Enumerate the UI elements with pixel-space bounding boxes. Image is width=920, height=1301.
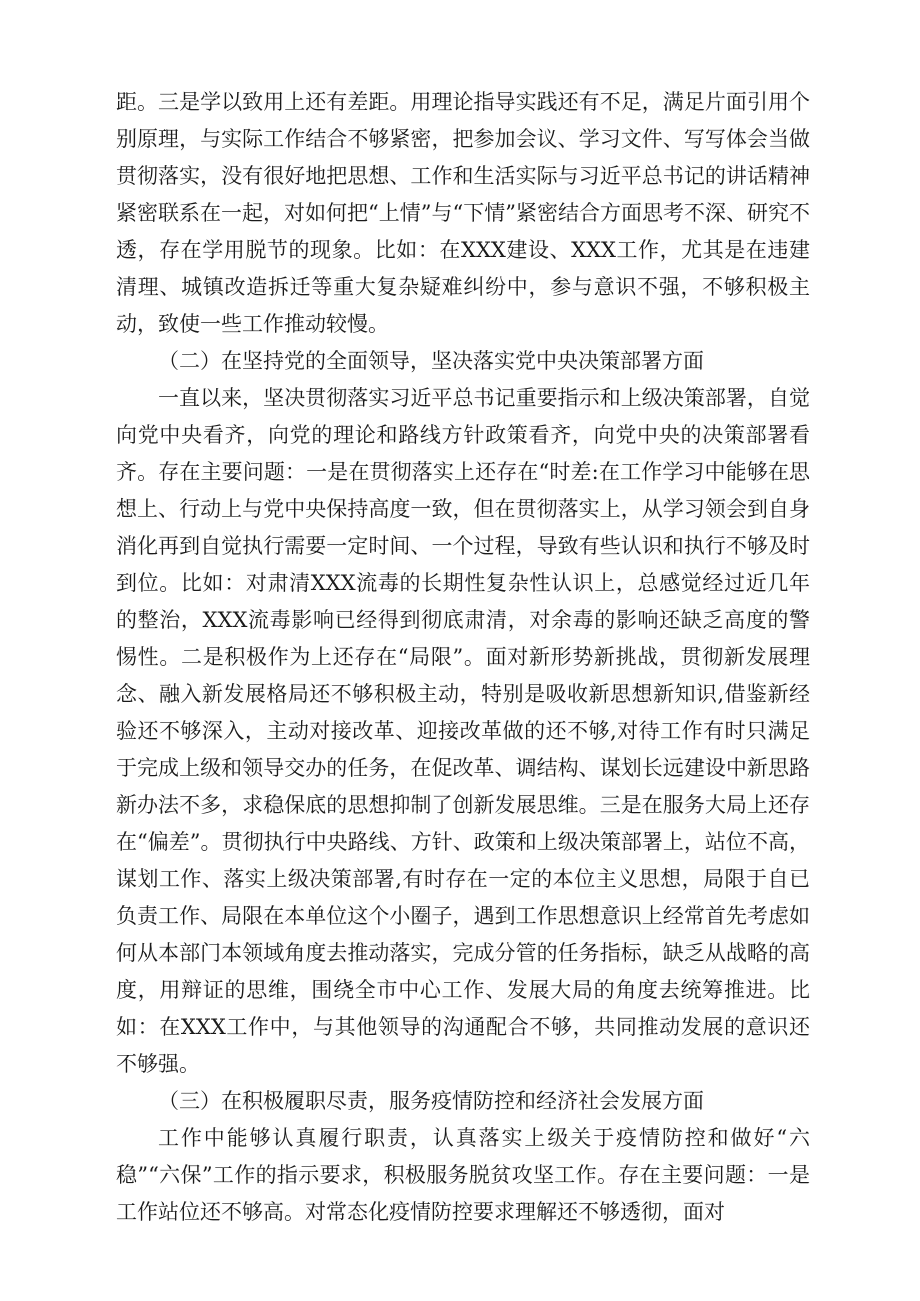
body-paragraph-1: 距。三是学以致用上还有差距。用理论指导实践还有不足，满足片面引用个别原理，与实际工作结合不够紧密，把参加会议、学习文件、写写体会当做贯彻落实，没有很好地把思想、工作和生活实际与习近平总书记的讲话精神紧密联系在一起，对如何把“上情”与“下情”紧密结合方面思考不深、研究不透，存在学用脱节的现象。比如：在XXX建设、XXX工作，尤其是在违建清理、城镇改造拆迁等重大复杂疑难纠纷中，参与意识不强，不够积极主动，致使一些工作推动较慢。 bbox=[116, 90, 810, 336]
body-paragraph-3: 工作中能够认真履行职责，认真落实上级关于疫情防控和做好“六稳”“六保”工作的指示要求，积极服务脱贫攻坚工作。存在主要问题：一是工作站位还不够高。对常态化疫情防控要求理解还不够透彻，面对 bbox=[116, 1126, 810, 1224]
section-heading-3: （三）在积极履职尽责，服务疫情防控和经济社会发展方面 bbox=[158, 1089, 704, 1113]
body-paragraph-2: 一直以来，坚决贯彻落实习近平总书记重要指示和上级决策部署，自觉向党中央看齐，向党的理论和路线方针政策看齐，向党中央的决策部署看齐。存在主要问题：一是在贯彻落实上还存在“时差:在工作学习中能够在思想上、行动上与党中央保持高度一致，但在贯彻落实上，从学习领会到自身消化再到自觉执行需要一定时间、一个过程，导致有些认识和执行不够及时到位。比如：对肃清XXX流毒的长期性复杂性认识上，总感觉经过近几年的整治，XXX流毒影响已经得到彻底肃清，对余毒的影响还缺乏高度的警惕性。二是积极作为上还存在“局限”。面对新形势新挑战，贯彻新发展理念、融入新发展格局还不够积极主动，特别是吸收新思想新知识,借鉴新经验还不够深入，主动对接改革、迎接改革做的还不够,对待工作有时只满足于完成上级和领导交办的任务，在促改革、调结构、谋划长远建设中新思路新办法不多，求稳保底的思想抑制了创新发展思维。三是在服务大局上还存在“偏差”。贯彻执行中央路线、方针、政策和上级决策部署上，站位不高，谋划工作、落实上级决策部署,有时存在一定的本位主义思想，局限于自已负责工作、局限在本单位这个小圈子，遇到工作思想意识上经常首先考虑如何从本部门本领域角度去推动落实，完成分管的任务指标，缺乏从战略的高度，用辩证的思维，围绕全市中心工作、发展大局的角度去统筹推进。比如：在XXX工作中，与其他领导的沟通配合不够，共同推动发展的意识还不够强。 bbox=[116, 386, 810, 1076]
section-heading-2: （二）在坚持党的全面领导，坚决落实党中央决策部署方面 bbox=[158, 349, 704, 373]
